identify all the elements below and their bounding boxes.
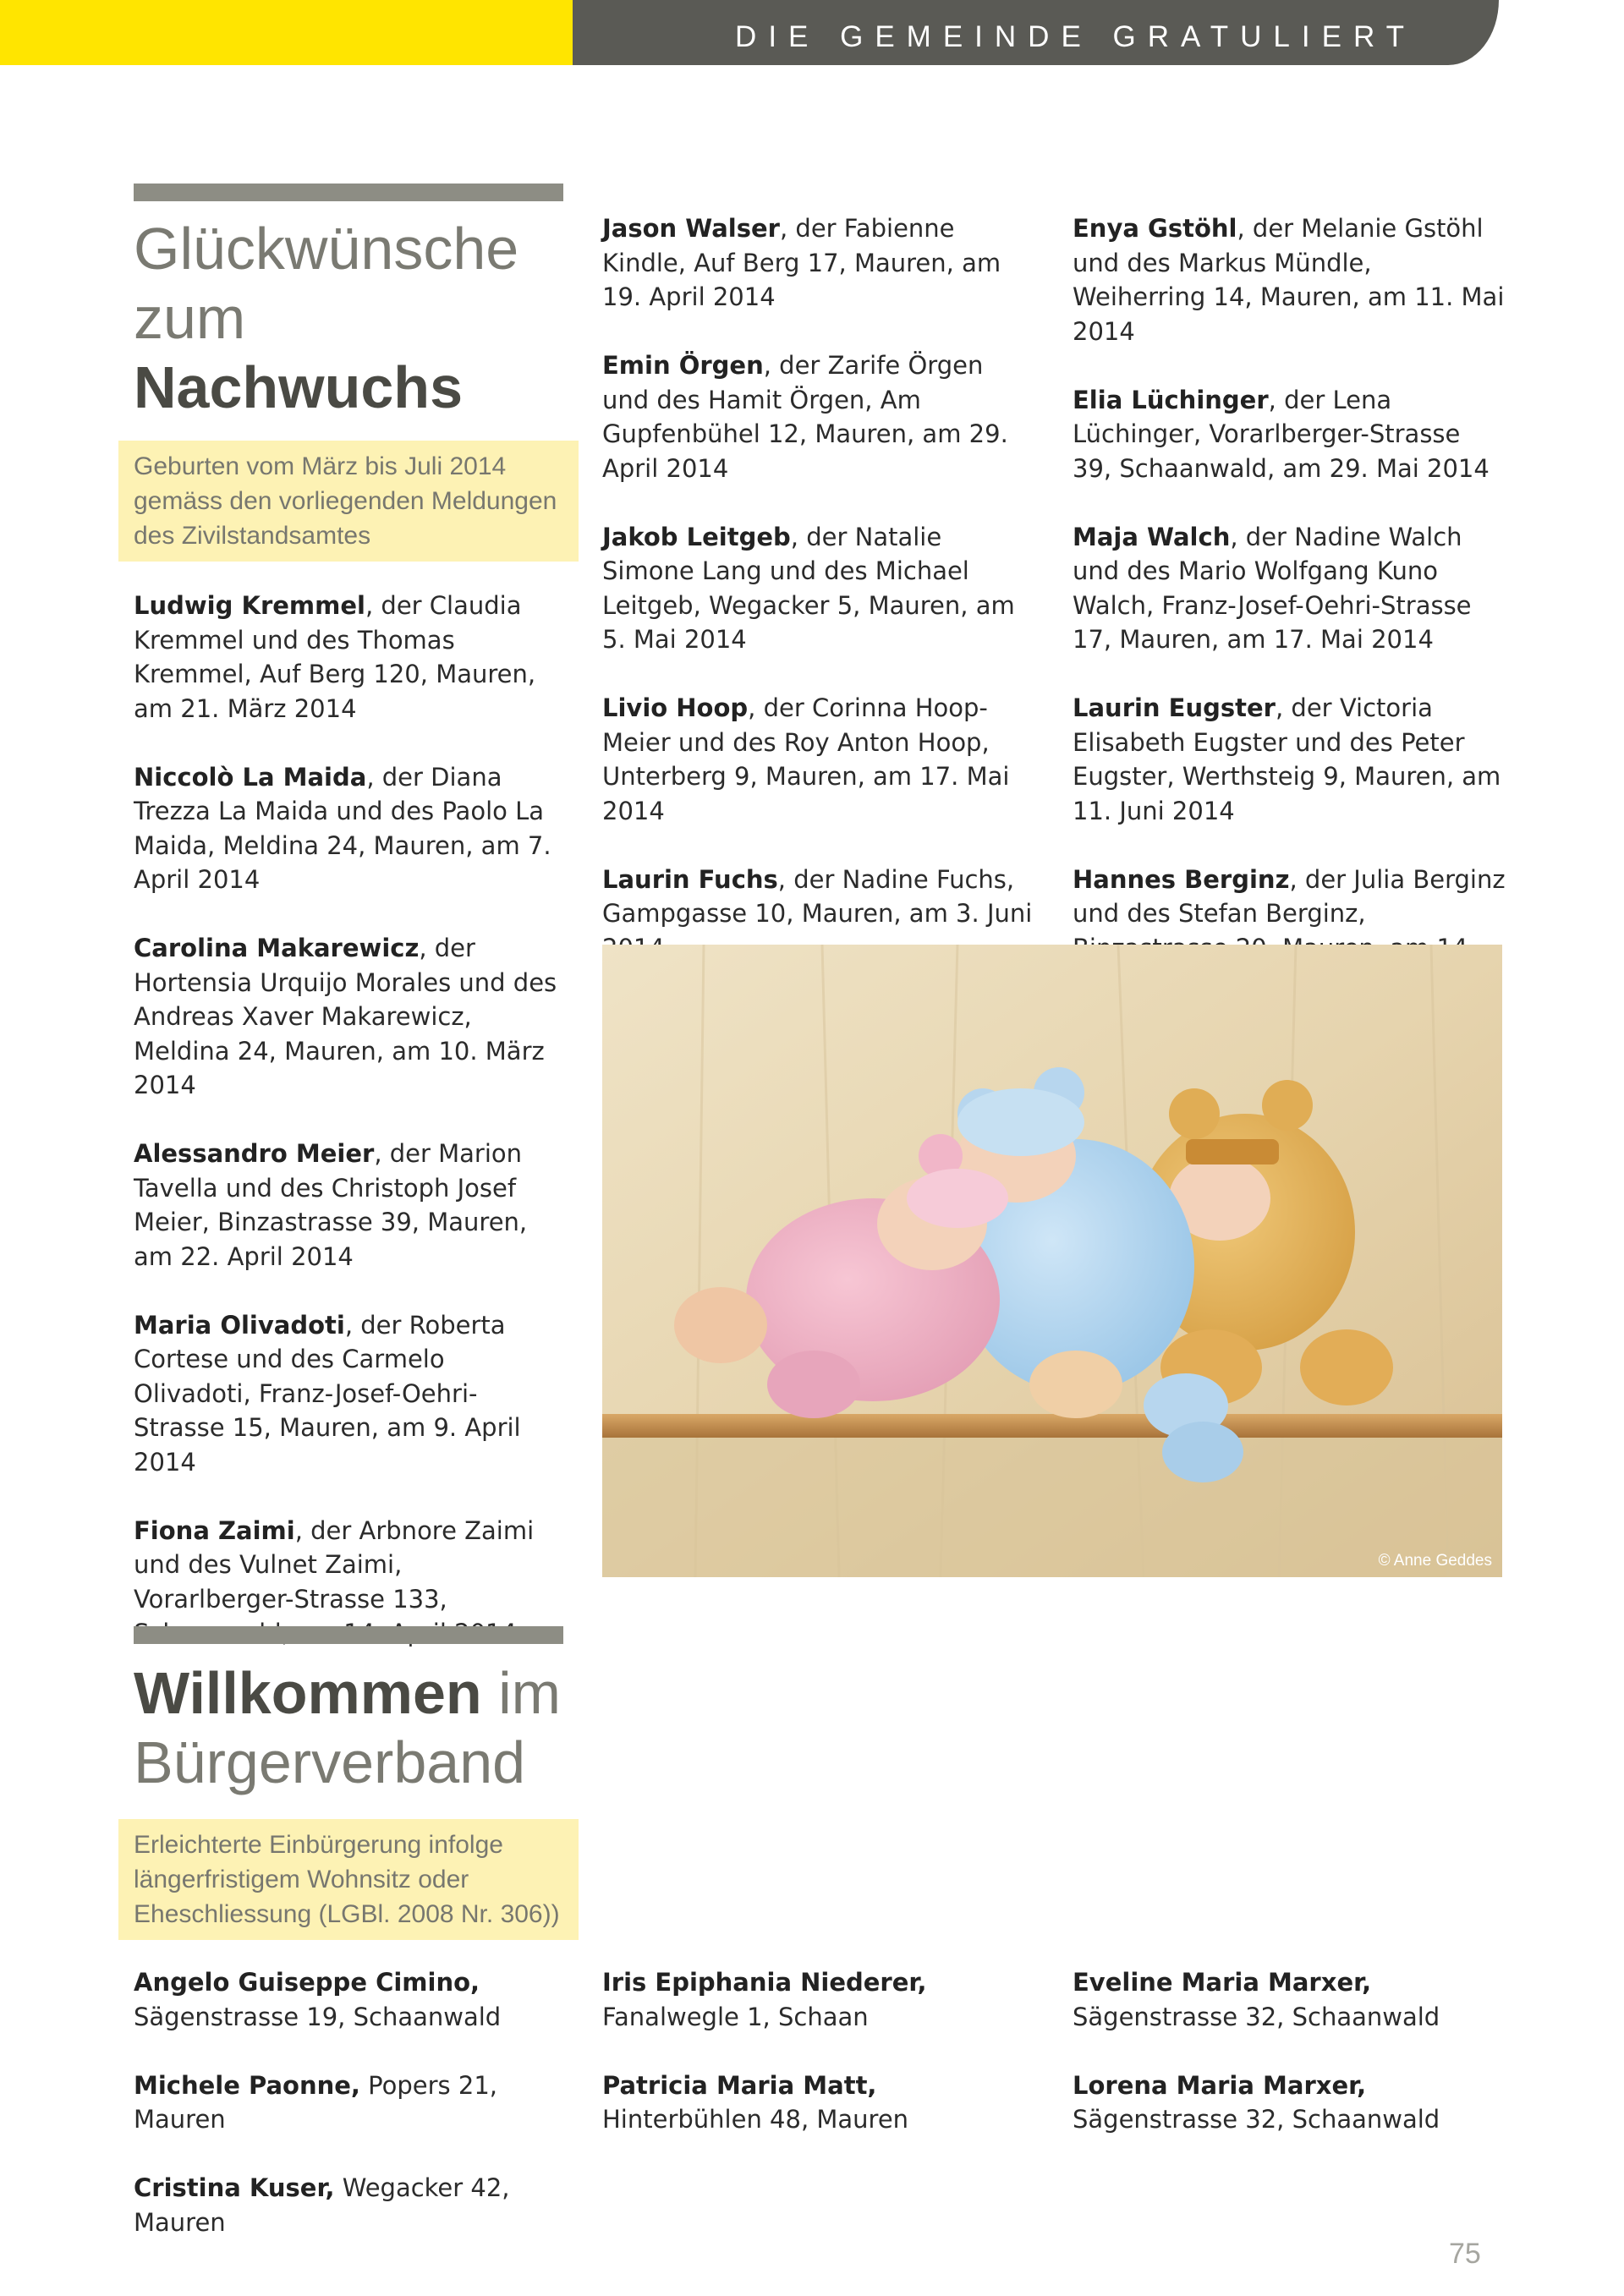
list-item: Laurin Fuchs, der Nadine Fuchs, Gampgasse 10, Mauren, am 3. Juni — [602, 864, 1033, 928]
citizenship-column-2 — [602, 1965, 1035, 2171]
citizenship-column-3 — [1073, 1965, 1506, 2171]
citizenship-title: Willkommen im Bürgerverband — [134, 1660, 561, 1795]
list-item: Hannes Berginz, der Julia Berginz und des Stefan Berginz, — [1073, 864, 1506, 928]
list-item: Eveline Maria Marxer, Sägenstrasse 32, Schaanwald — [1073, 1968, 1440, 2031]
list-item: Niccolò La Maida, der Diana Trezza La Maida und des Paolo La Maida, Meldina 24, Mauren, am 7. April 2014 — [134, 762, 551, 894]
list-item: Angelo Guiseppe Cimino, Sägenstrasse 19, Schaanwald — [134, 1968, 502, 2031]
section-rule — [134, 1626, 563, 1644]
list-item: Enya Gstöhl, der Melanie Gstöhl und des Markus Mündle, Weiherring 14, Mauren, am 11. Mai 2014 — [1073, 214, 1505, 346]
list-item: Maja Walch, der Nadine Walch und des Mario Wolfgang Kuno Walch, Franz-Josef-Oehri-Strasse 17, Mauren, am 17. Mai 2014 — [1073, 522, 1472, 654]
list-item: Carolina Makarewicz, der Hortensia Urquijo Morales und des Andreas Xaver Makarewicz, Meldina 24, Mauren, am 10. März 2014 — [134, 934, 557, 1099]
list-item: Laurin Eugster, der Victoria Elisabeth Eugster und des Peter Eugster, Werthsteig 9, Mauren, am 11. Juni 2014 — [1073, 693, 1501, 825]
list-item: Cristina Kuser, Wegacker 42, Mauren — [134, 2173, 510, 2237]
list-item: Ludwig Kremmel, der Claudia Kremmel und des Thomas Kremmel, Auf Berg 120, Mauren, am 21. März 2014 — [134, 591, 536, 723]
section-label: DIE GEMEINDE GRATULIERT — [735, 20, 1416, 53]
list-item: Fiona Zaimi, der Arbnore Zaimi und des Vulnet Zaimi, Vorarlberger-Strasse 133, — [134, 1515, 535, 1614]
births-title: Glückwünsche zum Nachwuchs — [134, 216, 519, 420]
births-column-1 — [134, 589, 567, 1685]
list-item: Elia Lüchinger, der Lena Lüchinger, Vorarlberger-Strasse 39, Schaanwald, am 29. Mai 2014 — [1073, 385, 1490, 483]
list-item: Livio Hoop, der Corinna Hoop-Meier und des Roy Anton Hoop, Unterberg 9, Mauren, am 17. Mai 2014 — [602, 693, 1010, 825]
births-column-2 — [602, 211, 1035, 1000]
list-item: Iris Epiphania Niederer, Fanalwegle 1, Schaan — [602, 1968, 927, 2031]
list-item: Jason Walser, der Fabienne Kindle, Auf Berg 17, Mauren, am 19. April 2014 — [602, 214, 1001, 311]
section-rule — [134, 184, 563, 201]
citizenship-column-1 — [134, 1965, 567, 2274]
list-item: Alessandro Meier, der Marion Tavella und des Christoph Josef Meier, Binzastrasse 39, Mauren, am 22. April 2014 — [134, 1139, 528, 1271]
babies-photo — [602, 945, 1502, 1577]
list-item: Maria Olivadoti, der Roberta Cortese und des Carmelo Olivadoti, Franz-Josef-Oehri-Strasse 15, Mauren, am 9. April 2014 — [134, 1310, 521, 1477]
births-column-3 — [1073, 211, 1506, 1033]
citizenship-subtitle: Erleichterte Einbürgerung infolge längerfristigem Wohnsitz oder Eheschliessung (LGBl. 2008 Nr. 306)) — [118, 1819, 579, 1940]
list-item: Lorena Maria Marxer, Sägenstrasse 32, Schaanwald — [1073, 2070, 1440, 2134]
page-number: 75 — [1449, 2238, 1481, 2270]
list-item: Michele Paonne, Popers 21, Mauren — [134, 2070, 497, 2134]
list-item: Emin Örgen, der Zarife Örgen und des Hamit Örgen, Am Gupfenbühel 12, Mauren, am 29. April 2014 — [602, 351, 1008, 483]
births-subtitle: Geburten vom März bis Juli 2014 gemäss den vorliegenden Meldungen des Zivilstandsamtes — [118, 441, 579, 562]
list-item: Jakob Leitgeb, der Natalie Simone Lang und des Michael Leitgeb, Wegacker 5, Mauren, am 5. Mai 2014 — [602, 522, 1015, 654]
list-item: Patricia Maria Matt, Hinterbühlen 48, Mauren — [602, 2070, 909, 2134]
header-accent-bar — [0, 0, 573, 65]
photo-credit: © Anne Geddes — [1378, 1552, 1492, 1570]
